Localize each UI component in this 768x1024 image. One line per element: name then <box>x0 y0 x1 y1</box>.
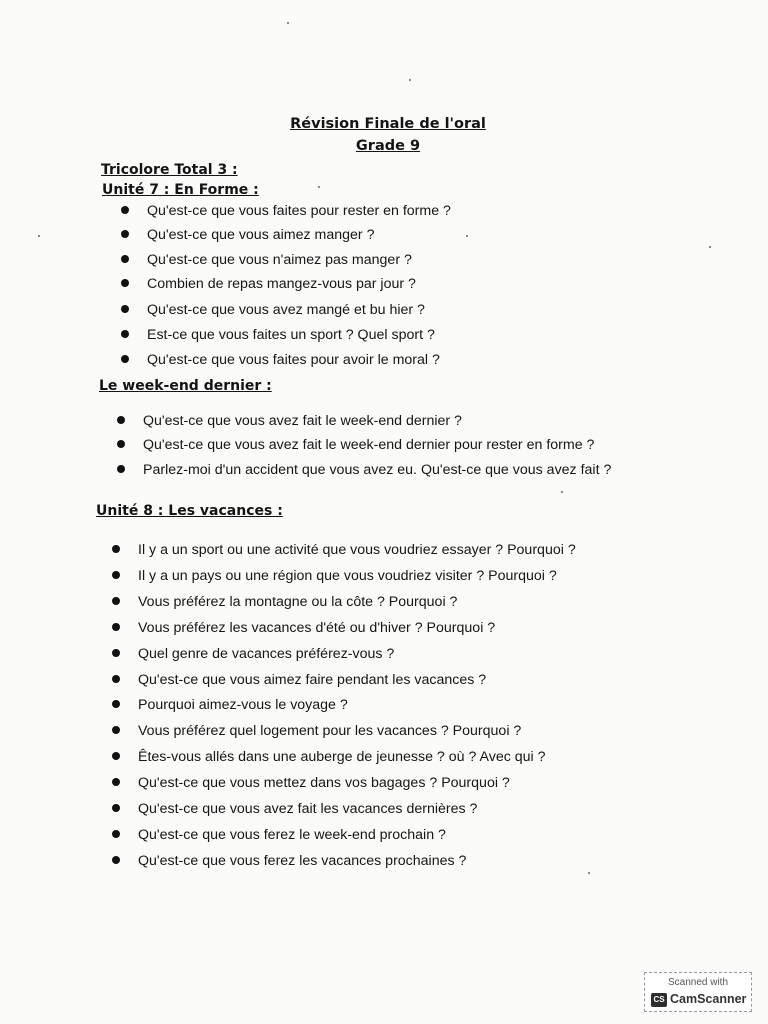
bullet-icon <box>112 571 120 579</box>
bullet-icon <box>112 752 120 760</box>
book-heading: Tricolore Total 3 : <box>101 162 238 178</box>
bullet-icon <box>117 416 125 424</box>
list-item: Qu'est-ce que vous avez mangé et bu hier ? <box>121 302 425 318</box>
list-item: Qu'est-ce que vous avez fait le week-end dernier ? <box>117 413 462 429</box>
scan-speck <box>318 186 320 188</box>
scan-speck <box>709 246 711 248</box>
list-item: Qu'est-ce que vous avez fait les vacances dernières ? <box>112 801 477 817</box>
list-item: Qu'est-ce que vous aimez faire pendant les vacances ? <box>112 672 486 688</box>
bullet-icon <box>117 440 125 448</box>
list-item: Qu'est-ce que vous ferez les vacances prochaines ? <box>112 853 466 869</box>
scan-speck <box>38 235 40 237</box>
list-item: Qu'est-ce que vous ferez le week-end prochain ? <box>112 827 446 843</box>
list-item: Il y a un sport ou une activité que vous voudriez essayer ? Pourquoi ? <box>112 542 576 558</box>
scan-speck <box>561 491 563 493</box>
bullet-icon <box>121 330 129 338</box>
section-heading-unite-8: Unité 8 : Les vacances : <box>96 503 283 519</box>
bullet-icon <box>121 279 129 287</box>
bullet-icon <box>121 355 129 363</box>
list-item: Parlez-moi d'un accident que vous avez eu. Qu'est-ce que vous avez fait ? <box>117 462 611 478</box>
document-grade: Grade 9 <box>355 138 421 154</box>
list-item: Qu'est-ce que vous n'aimez pas manger ? <box>121 252 412 268</box>
list-item: Qu'est-ce que vous avez fait le week-end dernier pour rester en forme ? <box>117 437 594 453</box>
list-item: Vous préférez les vacances d'été ou d'hiver ? Pourquoi ? <box>112 620 495 636</box>
bullet-icon <box>121 230 129 238</box>
camscanner-brand: CamScanner <box>670 992 747 1006</box>
scan-speck <box>466 235 468 237</box>
bullet-icon <box>112 649 120 657</box>
bullet-icon <box>112 804 120 812</box>
camscanner-watermark <box>644 972 752 1012</box>
camscanner-logo-icon: CS <box>651 993 667 1007</box>
bullet-icon <box>121 206 129 214</box>
list-item: Quel genre de vacances préférez-vous ? <box>112 646 394 662</box>
document-title: Révision Finale de l'oral <box>290 116 486 132</box>
bullet-icon <box>121 255 129 263</box>
list-item: Qu'est-ce que vous faites pour avoir le moral ? <box>121 352 440 368</box>
list-item: Combien de repas mangez-vous par jour ? <box>121 276 416 292</box>
list-item: Il y a un pays ou une région que vous voudriez visiter ? Pourquoi ? <box>112 568 557 584</box>
list-item: Pourquoi aimez-vous le voyage ? <box>112 697 348 713</box>
bullet-icon <box>121 305 129 313</box>
bullet-icon <box>112 545 120 553</box>
bullet-icon <box>112 623 120 631</box>
scanned-with-label: Scanned with <box>667 977 729 988</box>
list-item: Est-ce que vous faites un sport ? Quel sport ? <box>121 327 435 343</box>
scan-speck <box>287 22 289 24</box>
bullet-icon <box>112 726 120 734</box>
list-item: Vous préférez quel logement pour les vacances ? Pourquoi ? <box>112 723 521 739</box>
list-item: Qu'est-ce que vous aimez manger ? <box>121 227 374 243</box>
list-item: Qu'est-ce que vous mettez dans vos bagages ? Pourquoi ? <box>112 775 510 791</box>
scan-speck <box>409 79 411 81</box>
bullet-icon <box>112 675 120 683</box>
section-heading-week-end: Le week-end dernier : <box>99 378 272 394</box>
bullet-icon <box>112 856 120 864</box>
scan-speck <box>588 872 590 874</box>
bullet-icon <box>112 830 120 838</box>
section-heading-unite-7: Unité 7 : En Forme : <box>102 182 259 198</box>
list-item: Vous préférez la montagne ou la côte ? Pourquoi ? <box>112 594 457 610</box>
list-item: Qu'est-ce que vous faites pour rester en forme ? <box>121 203 451 219</box>
bullet-icon <box>112 597 120 605</box>
list-item: Êtes-vous allés dans une auberge de jeunesse ? où ? Avec qui ? <box>112 749 546 765</box>
bullet-icon <box>112 778 120 786</box>
bullet-icon <box>117 465 125 473</box>
bullet-icon <box>112 700 120 708</box>
